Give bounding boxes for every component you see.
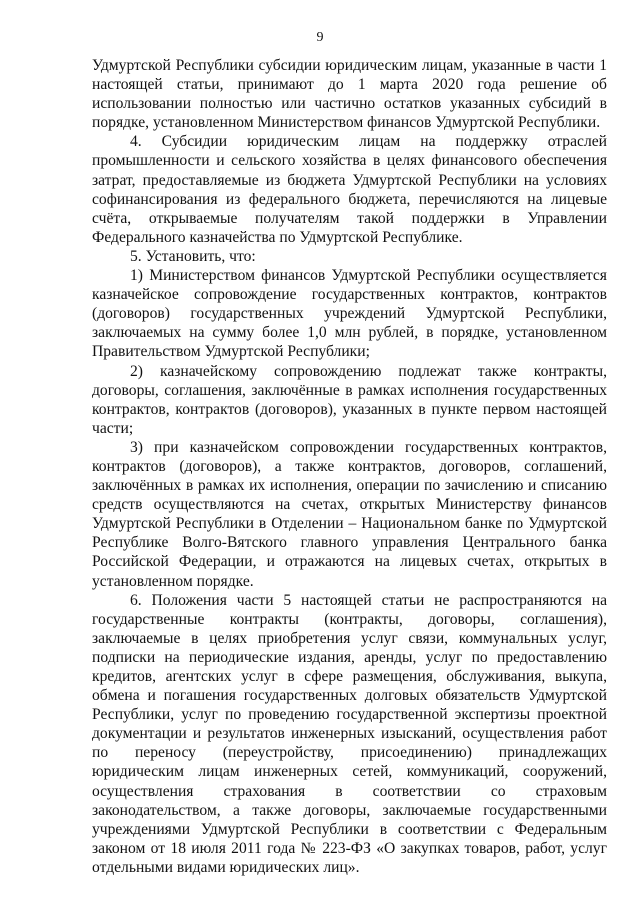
paragraph-continuation: Удмуртской Республики субсидии юридическим лицам, указанные в части 1 настоящей статьи, принимают до 1 марта 2020 года решение об использовании полностью или частично остатков указанных субсидий в порядке, установленном Министерством финансов Удмуртской Республики.: [92, 57, 607, 132]
paragraph-subitem-2: 2) казначейскому сопровождению подлежат также контракты, договоры, соглашения, заключённые в рамках исполнения государственных контрактов, контрактов (договоров), указанных в пункте первом настоящей части;: [92, 362, 607, 437]
document-body: [92, 56, 607, 877]
paragraph-subitem-3: 3) при казначейском сопровождении государственных контрактов, контрактов (договоров), а также контрактов, договоров, соглашений, заключённых в рамках их исполнения, операции по зачислению и списанию средств осуществляются на счетах, открытых Министерству финансов Удмуртской Республики в Отделении – Национальном банке по Удмуртской Республике Волго-Вятского главного управления Центрального банка Российской Федерации, и отражаются на лицевых счетах, открытых в установленном порядке.: [92, 438, 607, 590]
paragraph-subitem-1: 1) Министерством финансов Удмуртской Республики осуществляется казначейское сопровождение государственных контрактов, контрактов (договоров) государственных учреждений Удмуртской Республики, заключаемых на сумму более 1,0 млн рублей, в порядке, установленном Правительством Удмуртской Республики;: [92, 267, 607, 361]
paragraph-item-6: 6. Положения части 5 настоящей статьи не распространяются на государственные контракты (контракты, договоры, соглашения), заключаемые в целях приобретения услуг связи, коммунальных услуг, подписки на периодические издания, аренды, услуг по предоставлению кредитов, агентских услуг в сфере размещения, обслуживания, выкупа, обмена и погашения государственных долговых обязательств Удмуртской Республики, услуг по проведению государственной экспертизы проектной документации и результатов инженерных изысканий, осуществления работ по переносу (переустройству, присоединению) принадлежащих юридическим лицам инженерных сетей, коммуникаций, сооружений, осуществления страхования в соответствии со страховым законодательством, а также договоры, заключаемые государственными учреждениями Удмуртской Республики в соответствии с Федеральным законом от 18 июля 2011 года № 223-ФЗ «О закупках товаров, работ, услуг отдельными видами юридических лиц».: [92, 591, 607, 876]
paragraph-item-4: 4. Субсидии юридическим лицам на поддержку отраслей промышленности и сельского хозяйства в целях финансового обеспечения затрат, предоставляемые из бюджета Удмуртской Республики на условиях софинансирования из федерального бюджета, перечисляются на лицевые счёта, открываемые получателям такой поддержки в Управлении Федерального казначейства по Удмуртской Республике.: [92, 133, 607, 246]
paragraph-item-5: 5. Установить, что:: [130, 247, 256, 265]
page-number: 9: [316, 30, 324, 45]
